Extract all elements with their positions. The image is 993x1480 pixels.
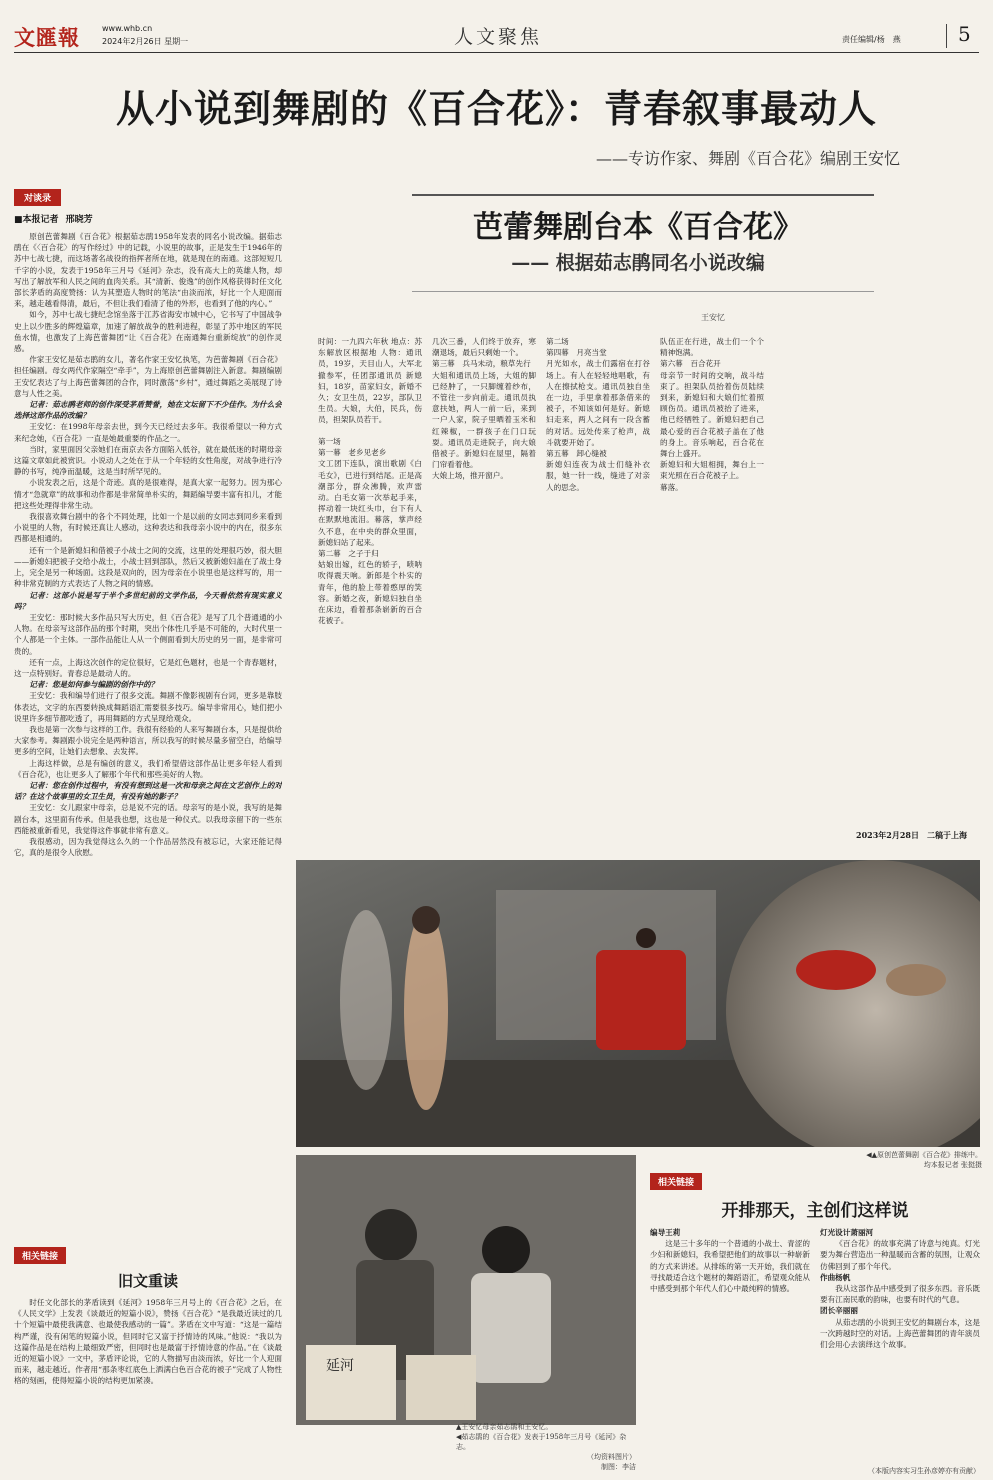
archive-caption [456,1422,636,1472]
creators-tag: 相关链接 [650,1173,702,1190]
creator-text-3: 从茹志鹃的小说到王安忆的舞剧台本，这是一次跨越时空的对话。上海芭蕾舞团的青年演员们会用心去演绎这个故事。 [820,1317,980,1350]
archive-credit: （均资料图片） [587,1453,636,1461]
libretto-subtitle: —— 根据茹志鹃同名小说改编 [511,252,765,274]
libretto-col-2 [318,436,422,846]
interview-paragraph: 王安忆：女儿跟家中母亲，总是说不完的话。母亲写的是小说，我写的是舞剧台本，这里面有传承。但是我也想，这也是一种仪式。以我母亲留下的一些东西能被重新看见，我觉得这件事就非常有意义。 [14,803,282,835]
old-text-tag: 相关链接 [14,1247,66,1264]
creators-columns [650,1227,980,1350]
interview-paragraph: 王安忆：我和编导们进行了很多交流。舞剧不像影视剧有台词，更多是靠肢体表达，文字的东西要转换成舞蹈语汇需要很多技巧。编导非常用心，她们把小说里许多细节都吃透了，再用舞蹈的方式呈现给观众。 [14,691,282,723]
page-divider [946,24,947,48]
interview-paragraph: 王安忆：那时候大多作品只写大历史，但《百合花》是写了几个普通通的小人物。在母亲写这部作品的那个时期，突出个体性几乎是不可能的，大时代里一个人都是一个主体。一部作品能让人从一个侧面看到大历史的另一面，是非常可贵的。 [14,612,282,656]
archive-photo [296,1155,636,1425]
creator-name-2: 作曲杨帆 [820,1272,851,1282]
page-number: 5 [958,22,971,46]
creator-name-1: 灯光设计萧丽河 [820,1228,874,1237]
section-title: 人文聚焦 [454,26,543,48]
interview-column [14,186,282,1238]
rehearsal-caption [812,1150,982,1170]
creator-text-0: 这是三十多年的一个普通的小战士、青涩的少妇和新媳妇，我希望把他们的故事以一种崭新的方式来讲述。从排练的第一天开始，我们就在寻找最适合这个题材的舞蹈语汇，希望观众能从中感受到那个年代人们心中最纯粹的情感。 [650,1239,810,1294]
page-editor: 责任编辑/杨 燕 [842,35,901,44]
rehearsal-photo-svg [296,860,980,1147]
creators-sidebar [650,1170,980,1470]
interview-paragraph: 我也是第一次参与这样的工作。我很有经验的人来写舞剧台本，只是提供给大家参考。舞剧跟小说完全是两种语言，所以我写的时候尽量多留空白，给编导更多的空间，让她们去想象、去发挥。 [14,724,282,757]
libretto-col-5-text: 队伍正在行进，战士们一个个精神饱满。 第六幕 百合花开 母亲节一时间的交响，战斗结束了。担架队员抬着伤员陆续到来，新媳妇和大娘们忙着照顾伤员。通讯员被抬了进来，他已经牺牲了。新媳妇把自己最心爱的百合花被子盖在了他的身上。音乐响起，百合花在舞台上盛开。 新媳妇和大姐相拥，舞台上一束光照在百合花被子上。 幕落。 [660,337,764,492]
creator-text-2: 我从这部作品中感受到了很多东西。音乐既要有江南民歌的韵味，也要有时代的气息。 [820,1284,980,1305]
interview-paragraph: 如今，苏中七战七捷纪念馆坐落于江苏省海安市城中心，它书写了中国战争史上以少胜多的辉煌篇章，加速了解放战争的胜利进程，彰显了苏中地区的军民鱼水情，也激发了上海芭蕾舞团“让《百合花》在南通舞台重新绽放”的创作灵感。 [14,310,282,354]
creator-name-3: 团长辛丽丽 [820,1306,858,1316]
archive-caption-1: ▲王安忆母亲茹志鹃和王安忆。 [456,1423,553,1431]
sub-headline: ——专访作家、舞剧《百合花》编剧王安忆 [595,149,900,168]
interview-question: 记者：您在创作过程中，有没有想到这是一次和母亲之间在文艺创作上的对话？在这个故事里的女卫生员，有没有她的影子？ [14,780,282,802]
interview-body [14,231,282,858]
main-headline: 从小说到舞剧的《百合花》：青春叙事最动人 [115,87,877,131]
masthead [14,22,979,52]
old-text-sidebar [14,1244,282,1480]
old-text-title: 旧文重读 [117,1272,178,1290]
interview-paragraph: 还有一个是新媳妇和借被子小战士之间的交流，这里的处理很巧妙，很大胆——新媳妇把被子交给小战士，小战士回到部队，然后又被新媳妇盖在了战士身上，完全是另一种场面。这段是双向的，因为母亲在小说里也是这样写的，用一种非常克制的方式表达了人物之间的情感。 [14,545,282,589]
interview-paragraph: 我很感动，因为我觉得这么久的一个作品居然没有被忘记，大家还能记得它，真的是很令人欣慰。 [14,836,282,858]
creator-text-1: 《百合花》的故事充满了诗意与纯真。灯光要为舞台营造出一种温暖而含蓄的氛围，让观众仿佛回到了那个年代。 [820,1239,980,1271]
interview-paragraph: 王安忆：在1998年母亲去世，到今天已经过去多年。我很希望以一种方式来纪念她，《百合花》一直是她最重要的作品之一。 [14,422,282,443]
interview-paragraph: 上海这样做，总是有编创的意义，我们希望借这部作品让更多年轻人看到《百合花》，也让更多人了解那个年代和那些美好的人物。 [14,758,282,779]
byline-label: ■本报记者 [14,215,59,225]
old-text-body [14,1297,282,1387]
masthead-url: www.whb.cn [102,24,153,33]
interview-paragraph: 我很喜欢舞台剧中的各个不同处理，比如一个是以前的女同志到同乡来看到小说里的人物，有时候还真让人感动，这种表达和我母亲小说中的内在，很多东西都是相通的。 [14,512,282,544]
creator-name-0: 编导王莉 [650,1228,681,1237]
archive-photo-svg [296,1155,636,1425]
masthead-rule [14,52,979,53]
libretto-author: 王安忆 [701,313,725,322]
libretto-col-1-text: 时间：一九四六年秋 地点：苏东解放区根据地 人物：通讯员，19岁，天目山人，大军北撤参军，任团部通讯员 新媳妇，18岁，苗家妇女，新婚不久；女卫生员，22岁，部队卫生员。大娘，大伯，民兵，伤员，担架队员若干。 [318,337,422,425]
rehearsal-caption-text: ◀▲原创芭蕾舞剧《百合花》排练中。 [866,1151,982,1159]
rehearsal-credit: 均本报记者 张挺摄 [923,1161,982,1169]
libretto-col-5 [660,336,764,846]
creators-col-right [820,1227,980,1350]
masthead-logo: 文匯報 [14,25,80,50]
interview-paragraph: 当时，家里面因父亲她们在南京去各方面陷入低谷，就在最低迷的时期母亲这篇文章如此被赏识。小说动人之处在于从一个年轻的女性角度，对战争进行冷静的书写，纯净而温暖，这是当时所罕见的。 [14,444,282,477]
archive-caption-2: ◀茹志鹃的《百合花》发表于1958年三月号《延河》杂志。 [456,1433,627,1451]
interview-paragraph: 还有一点，上海这次创作的定位很好，它是红色题材，也是一个青春题材，这一点特别好。青春总是最动人的。 [14,657,282,678]
magazine-title: 延河 [326,1358,354,1374]
creators-col-left [650,1227,810,1350]
libretto [296,186,980,852]
byline [14,212,282,225]
rehearsal-photo [296,860,980,1147]
interview-paragraph: 作家王安忆是茹志鹃的女儿，著名作家王安忆执笔，为芭蕾舞剧《百合花》担任编剧。母女两代作家隔空“牵手”，为上海原创芭蕾舞剧注入新意。舞剧编剧王安忆表达了与上海芭蕾舞团的合作，同时激荡“乡村”，通过舞蹈之美展现了诗意与人性之美。 [14,355,282,398]
libretto-col-3-text: 几次三番，人们终于放弃，寒潮退场，最后只剩她一个。 第三幕 兵马未动，粮草先行 大姐和通讯员上场，大姐的脚已经肿了，一只脚缠着纱布，不管往一步向前走。通讯员执意扶她，两人一前一后，来到一户人家，院子里晒着玉米和红辣椒，一群孩子在门口玩耍。通讯员走进院子，向大娘借被子。新媳妇在屋里，隔着门帘看着他。 大娘上场，推开窗户。 [432,337,536,481]
creators-title: 开排那天，主创们这样说 [721,1201,909,1221]
interview-question: 记者：茹志鹃老师的创作深受茅盾赞誉，她在文坛留下不少佳作。为什么会选择这部作品的改编？ [14,400,282,421]
byline-reporter: 邢晓芳 [65,215,93,225]
libretto-title: 芭蕾舞剧台本《百合花》 [473,210,803,245]
libretto-col-4-text: 第二场 第四幕 月亮当堂 月光如水，战士们露宿在打谷场上。有人在轻轻地唱歌，有人在擦拭枪支。通讯员独自坐在一边，手里拿着那条借来的被子，不知该如何是好。新媳妇走来，两人之间有一段含蓄的对话。远处传来了枪声，战斗就要开始了。 第五幕 卸心缝被 新媳妇连夜为战士们缝补衣服，她一针一线，缝进了对亲人的思念。 [546,337,650,492]
archive-design: 制图：李洁 [601,1463,636,1471]
libretto-col-4 [546,336,650,846]
libretto-col-3 [432,336,536,846]
masthead-date: 2024年2月26日 星期一 [102,37,189,46]
interview-question: 记者：您是如何参与编剧的创作中的？ [29,680,159,690]
page-footer-note: （本版内容实习生孙彦婷亦有贡献） [868,1467,980,1475]
interview-paragraph: 原创芭蕾舞剧《百合花》根据茹志鹃1958年发表的同名小说改编。据茹志鹃在《〈百合花〉的写作经过》中的记载，小说里的故事，正是发生于1946年的苏中七战七捷，而这场著名战役的指挥者所在地，就是现在的南通。这部短短几千字的小说，发表于1958年三月号《延河》杂志，没有高大上的英雄人物，却写出了解放军和人民之间的血肉关系。其“清新、俊逸”的创作风格获得时任文化部长茅盾的高度赞扬：认为其塑造人物时的笔法“由淡而浓，好比一个人迎面而来，越走越看得清，最后，不但让我们看清了他的外形，也看到了他的内心。” [14,232,282,309]
interview-tag: 对谈录 [14,189,61,206]
libretto-date: 2023年2月28日 二稿于上海 [856,830,967,840]
interview-question: 记者：这部小说是写于半个多世纪前的文学作品，今天看依然有现实意义吗？ [14,590,282,611]
old-text-para: 时任文化部长的茅盾读到《延河》1958年三月号上的《百合花》之后，在《人民文学》上发表《谈最近的短篇小说》，赞扬《百合花》“是我最近读过的几十个短篇中最使我满意、也最使我感动的一篇”。茅盾在文中写道：“这是一篇结构严谨，没有闲笔的短篇小说，但同时它又富于抒情诗的风味。”他说：“我以为这篇作品是在结构上最细致严密，但同时也是最富于抒情诗意的作品。”在《谈最近的短篇小说》一文中，茅盾评论说，它的人物描写由淡而浓，好比一个人迎面而来，越走越近。作者用“那条枣红底色上洒满白色百合花的被子”完成了人物性格的刻画，使得短篇小说的结构更加紧凑。 [14,1298,282,1386]
libretto-col-2-text: 第一场 第一幕 老乡见老乡 文工团下连队，演出歌剧《白毛女》，已进行到结尾。正是高潮部分，群众沸腾，欢声雷动。白毛女第一次举起手来，挥动着一块红头巾，台下有人在默默地流泪。幕落，掌声经久不息，在中央的群众里面，新媳妇站了起来。 第二幕 之子于归 姑娘出嫁，红色的轿子，唢呐吹得震天响。新郎是个朴实的青年，他的脸上带着憨厚的笑容。新婚之夜，新媳妇独自坐在床边，看着那条崭新的百合花被子。 [318,437,422,626]
interview-paragraph: 小说发表之后，这是个奇迹。真的是很难得，是真大家一起努力。因为那心情才“急就章”的故事和动作都是非常简单朴实的，舞蹈编导要丰富有扣儿，才能把这些处理得非常生动。 [14,478,282,510]
